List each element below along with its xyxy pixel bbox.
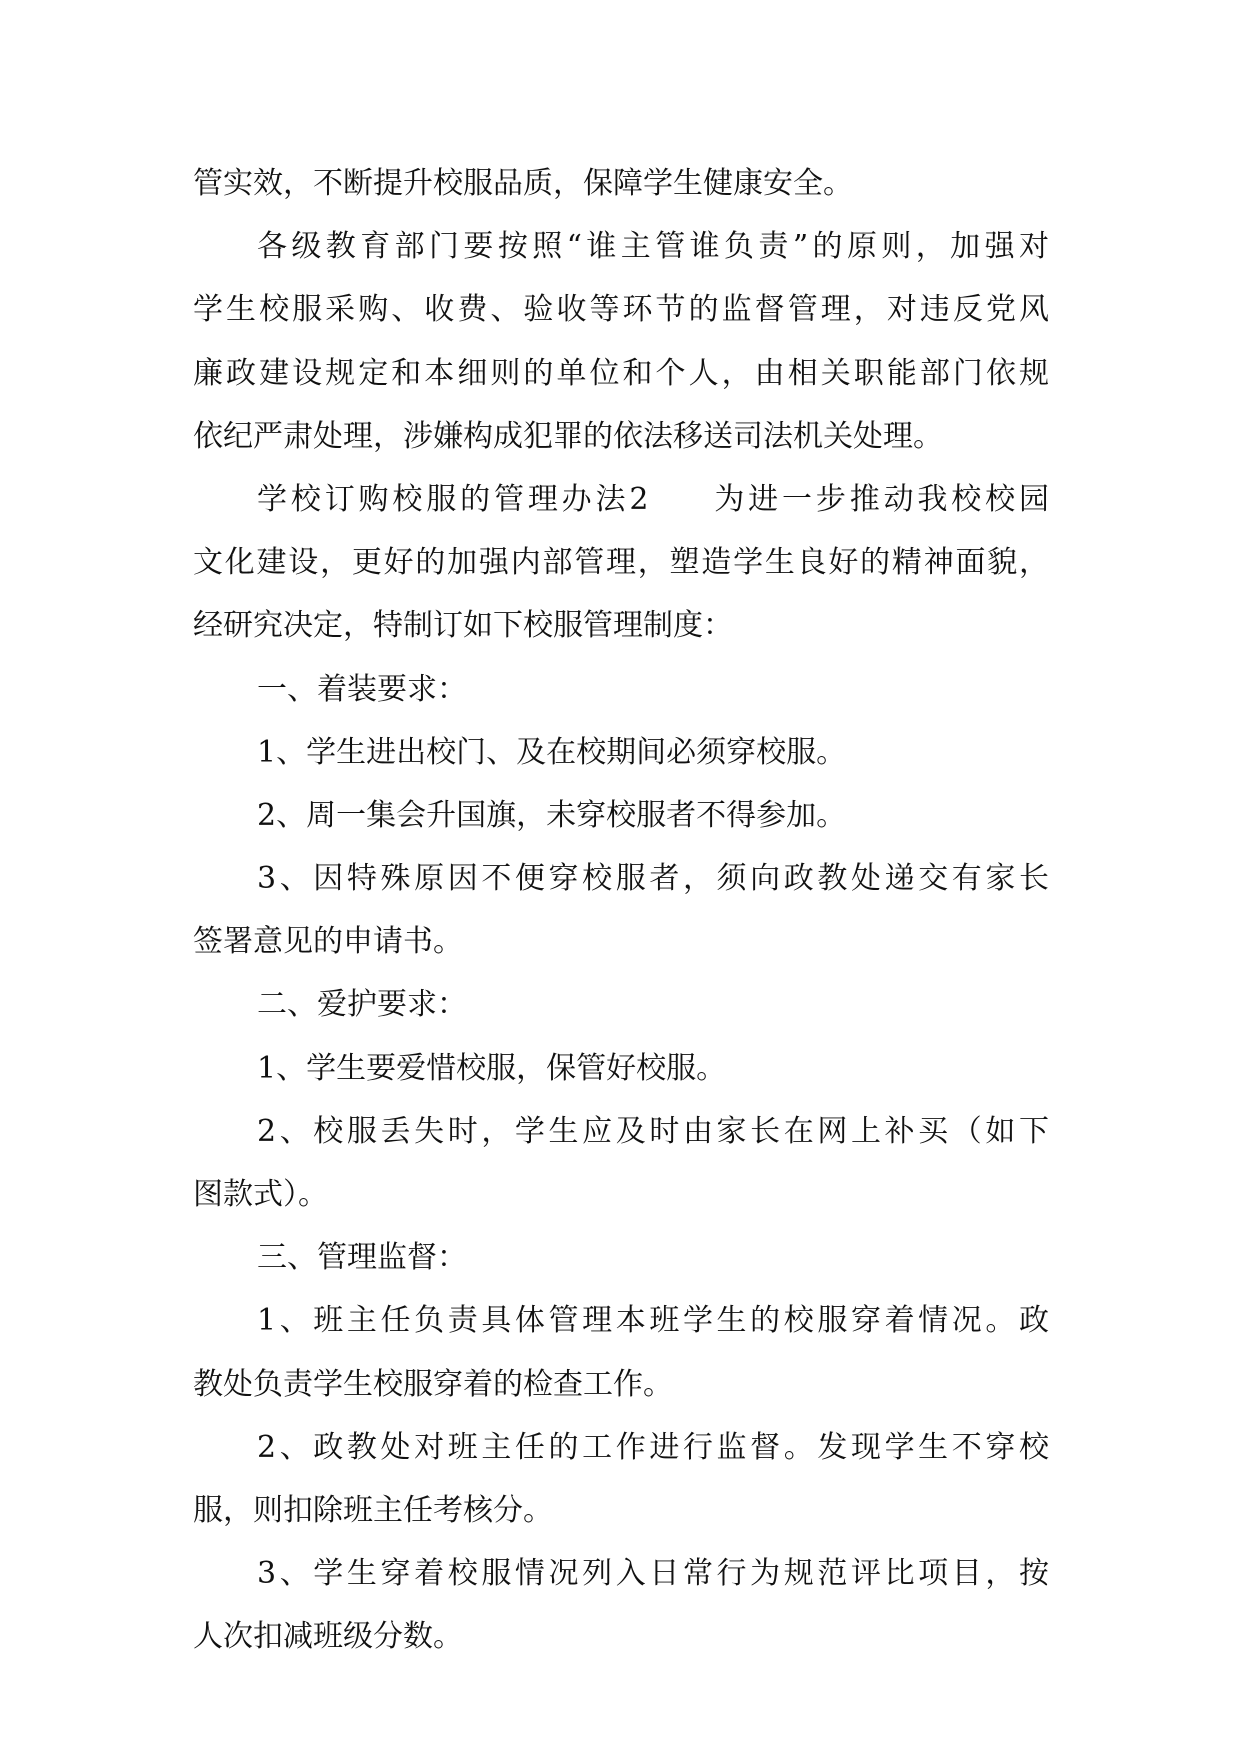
section-heading-line (193, 468, 1049, 531)
body-line: 依纪严肃处理，涉嫌构成犯罪的依法移送司法机关处理。 (193, 418, 943, 454)
subheading: 一、着装要求： (257, 671, 467, 707)
list-item: 1、学生要爱惜校服，保管好校服。 (257, 1050, 727, 1086)
body-line: 服，则扣除班主任考核分。 (193, 1492, 553, 1528)
body-line: 学生校服采购、收费、验收等环节的监督管理，对违反党风 (193, 292, 1049, 328)
subheading: 三、管理监督： (257, 1240, 467, 1276)
section-title: 学校订购校服的管理办法2 (257, 481, 649, 517)
list-item: 3、学生穿着校服情况列入日常行为规范评比项目，按 (257, 1556, 1049, 1592)
body-line: 各级教育部门要按照“谁主管谁负责”的原则，加强对 (257, 229, 1049, 265)
body-line: 廉政建设规定和本细则的单位和个人，由相关职能部门依规 (193, 355, 1049, 391)
list-item: 1、班主任负责具体管理本班学生的校服穿着情况。政 (257, 1303, 1049, 1339)
body-line: 人次扣减班级分数。 (193, 1619, 463, 1655)
list-item: 2、校服丢失时，学生应及时由家长在网上补买（如下 (257, 1113, 1049, 1149)
body-line: 图款式）。 (193, 1177, 328, 1212)
body-line: 教处负责学生校服穿着的检查工作。 (193, 1366, 673, 1402)
body-line: 管实效，不断提升校服品质，保障学生健康安全。 (193, 166, 853, 201)
body-line: 签署意见的申请书。 (193, 924, 463, 960)
list-item: 3、因特殊原因不便穿校服者，须向政教处递交有家长 (257, 861, 1049, 897)
document-body (193, 152, 1049, 1669)
body-line: 经研究决定，特制订如下校服管理制度： (193, 608, 733, 644)
section-intro: 为进一步推动我校校园 (710, 481, 1049, 517)
list-item: 2、周一集会升国旗，未穿校服者不得参加。 (257, 797, 847, 833)
list-item: 1、学生进出校门、及在校期间必须穿校服。 (257, 734, 847, 770)
subheading: 二、爱护要求： (257, 987, 467, 1023)
body-line: 文化建设，更好的加强内部管理，塑造学生良好的精神面貌， (193, 545, 1049, 581)
list-item: 2、政教处对班主任的工作进行监督。发现学生不穿校 (257, 1429, 1049, 1465)
